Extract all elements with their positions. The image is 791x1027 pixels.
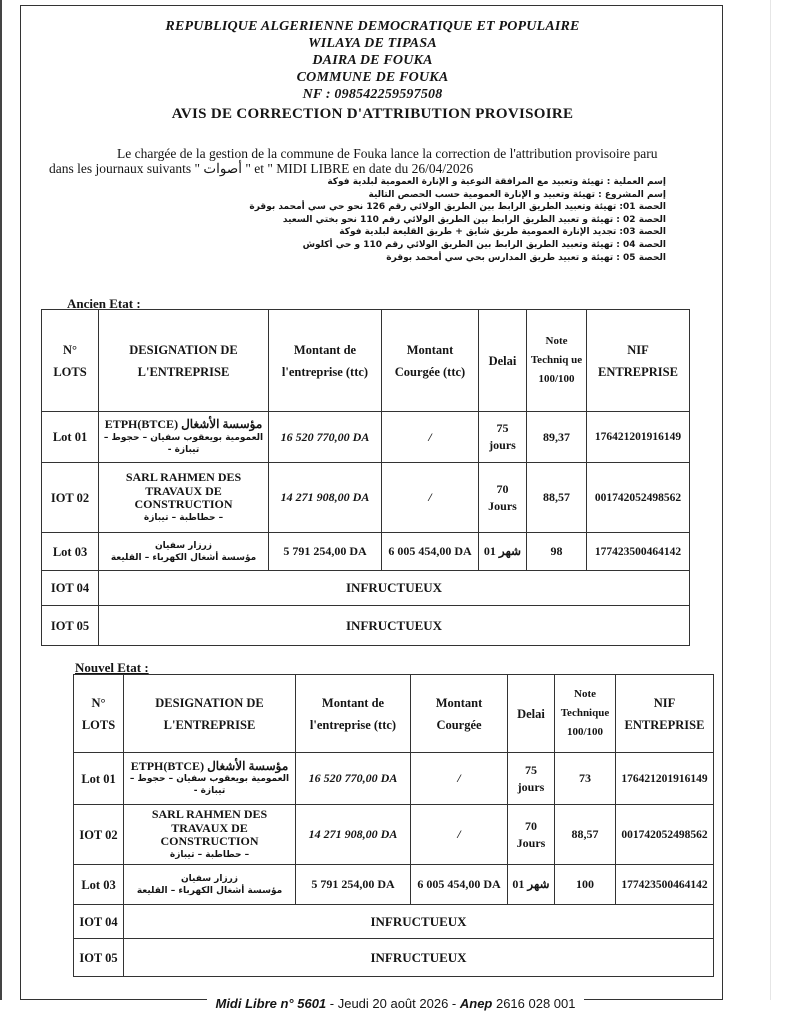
- arabic-project-description: [201, 176, 666, 264]
- lot-number: IOT 04: [74, 905, 124, 939]
- col-header-montant: Montant de l'entreprise (ttc): [296, 675, 411, 753]
- arabic-project-name: إسم المشروع : تهيئة وتعبيد و الإنارة العمومية حسب الحصص التالية: [368, 189, 666, 200]
- montant-value: 14 271 908,00 DA: [269, 463, 382, 533]
- table-row-infructueux: [42, 606, 690, 646]
- col-header-designation: DESIGNATION DE L'ENTREPRISE: [99, 310, 269, 412]
- enterprise-name: ETPH(BTCE) مؤسسة الأشغال: [104, 417, 263, 432]
- enterprise-designation: [99, 412, 269, 463]
- note-value: 88,57: [555, 805, 616, 865]
- delai-value: 01 شهر: [508, 865, 555, 905]
- nif-value: 001742052498562: [587, 463, 690, 533]
- note-value: 89,37: [527, 412, 587, 463]
- enterprise-address: العمومية بويعقوب سفيان – حجوط – تيبازة -: [103, 432, 264, 455]
- delai-value: 70 Jours: [508, 805, 555, 865]
- enterprise-address: – حطاطبة – تيبازة: [169, 849, 250, 860]
- delai-value: 01 شهر: [479, 533, 527, 571]
- enterprise-address: – حطاطبة – تيبازة: [143, 512, 224, 523]
- enterprise-address: مؤسسة أشغال الكهرباء – القليعة: [110, 552, 257, 563]
- nif-value: 177423500464142: [616, 865, 714, 905]
- infructueux-label: INFRUCTUEUX: [99, 571, 690, 606]
- lot-number: Lot 03: [42, 533, 99, 571]
- enterprise-address: العمومية بويعقوب سفيان – حجوط – تيبازة -: [129, 774, 290, 797]
- table-row-infructueux: [74, 939, 714, 977]
- corrige-value: /: [382, 463, 479, 533]
- col-header-lots: N° LOTS: [42, 310, 99, 412]
- col-header-designation: DESIGNATION DE L'ENTREPRISE: [124, 675, 296, 753]
- col-header-nif: NIF ENTREPRISE: [587, 310, 690, 412]
- lot-number: IOT 02: [42, 463, 99, 533]
- infructueux-label: INFRUCTUEUX: [124, 905, 714, 939]
- corrige-value: /: [382, 412, 479, 463]
- enterprise-designation: [99, 533, 269, 571]
- header-commune: COMMUNE DE FOUKA: [296, 70, 449, 85]
- lot-number: IOT 05: [74, 939, 124, 977]
- montant-value: 16 520 770,00 DA: [296, 753, 411, 805]
- enterprise-designation: [124, 865, 296, 905]
- footer-date: - Jeudi 20 août 2026 -: [326, 996, 460, 1011]
- col-header-nif: NIF ENTREPRISE: [616, 675, 714, 753]
- lot-number: IOT 04: [42, 571, 99, 606]
- col-header-note: Note Techniq ue 100/100: [527, 310, 587, 412]
- table-row: [42, 463, 690, 533]
- note-value: 98: [527, 533, 587, 571]
- table-row: [42, 533, 690, 571]
- col-header-montant: Montant de l'entreprise (ttc): [269, 310, 382, 412]
- montant-value: 5 791 254,00 DA: [296, 865, 411, 905]
- nif-value: 176421201916149: [616, 753, 714, 805]
- page-edge-rule: [0, 0, 2, 1000]
- infructueux-label: INFRUCTUEUX: [99, 606, 690, 646]
- lot-number: IOT 05: [42, 606, 99, 646]
- col-header-note: Note Technique 100/100: [555, 675, 616, 753]
- notice-header: [21, 18, 724, 123]
- header-wilaya: WILAYA DE TIPASA: [308, 36, 437, 51]
- table-header-row: [42, 310, 690, 412]
- notice-title: AVIS DE CORRECTION D'ATTRIBUTION PROVISOIRE: [171, 106, 574, 122]
- enterprise-designation: [124, 805, 296, 865]
- lot-number: Lot 01: [42, 412, 99, 463]
- footer-text: [207, 996, 583, 1011]
- corrige-value: /: [411, 753, 508, 805]
- arabic-lot-2: الحصة 02 : تهيئة و تعبيد الطريق الرابط بين الطريق الولائي رقم 110 نحو بختي السعيد: [282, 214, 666, 225]
- notice-frame: [20, 5, 723, 1000]
- header-republic: REPUBLIQUE ALGERIENNE DEMOCRATIQUE ET POPULAIRE: [165, 19, 580, 34]
- nouvel-etat-label: Nouvel Etat :: [75, 660, 149, 675]
- ancien-etat-label: Ancien Etat :: [67, 296, 141, 311]
- table-row: [74, 805, 714, 865]
- arabic-lot-1: الحصة 01: تهيئة وتعبيد الطريق الرابط بين الطريق الولائي رقم 126 نحو حي سي أمحمد بوقرة: [249, 202, 666, 213]
- scan-artifact-line: [770, 0, 771, 1000]
- note-value: 88,57: [527, 463, 587, 533]
- table-row: [42, 412, 690, 463]
- lot-number: IOT 02: [74, 805, 124, 865]
- nif-value: 177423500464142: [587, 533, 690, 571]
- ancien-etat-table: [41, 309, 690, 646]
- corrige-value: 6 005 454,00 DA: [382, 533, 479, 571]
- newspaper-footer: [0, 996, 791, 1011]
- header-nf: NF : 098542259597508: [302, 87, 443, 102]
- arabic-lot-4: الحصة 04 : تهيئة وتعبيد الطريق الرابط بين الطريق الولائي رقم 110 و حي أكلوش: [302, 239, 666, 250]
- delai-value: 70 Jours: [479, 463, 527, 533]
- delai-value: 75 jours: [508, 753, 555, 805]
- intro-line-1: Le chargée de la gestion de la commune de Fouka lance la correction de l'attribution provisoire paru: [117, 146, 658, 161]
- intro-line-2: dans les journaux suivants " أصوات " et " MIDI LIBRE en date du 26/04/2026: [49, 161, 474, 176]
- table-row-infructueux: [42, 571, 690, 606]
- arabic-lot-3: الحصة 03: تجديد الإنارة العمومية طريق شايق + طريق القليعة لبلدية فوكة: [339, 227, 666, 238]
- enterprise-address: مؤسسة أشغال الكهرباء – القليعة: [136, 885, 283, 896]
- arabic-lot-5: الحصة 05 : تهيئة و تعبيد طريق المدارس بحي سي أمحمد بوقرة: [386, 252, 666, 263]
- nif-value: 176421201916149: [587, 412, 690, 463]
- col-header-delai: Delai: [508, 675, 555, 753]
- col-header-corrige: Montant Courgée: [411, 675, 508, 753]
- corrige-value: /: [411, 805, 508, 865]
- corrige-value: 6 005 454,00 DA: [411, 865, 508, 905]
- lot-number: Lot 03: [74, 865, 124, 905]
- table-row: [74, 753, 714, 805]
- nouvel-etat-table: [73, 674, 714, 977]
- col-header-delai: Delai: [479, 310, 527, 412]
- table-row-infructueux: [74, 905, 714, 939]
- footer-anep-number: 2616 028 001: [492, 996, 576, 1011]
- enterprise-name: زرزار سفيان: [154, 540, 212, 551]
- enterprise-designation: [124, 753, 296, 805]
- col-header-corrige: Montant Courgée (ttc): [382, 310, 479, 412]
- lot-number: Lot 01: [74, 753, 124, 805]
- footer-publication: Midi Libre n° 5601: [215, 996, 327, 1011]
- montant-value: 16 520 770,00 DA: [269, 412, 382, 463]
- col-header-lots: N° LOTS: [74, 675, 124, 753]
- header-daira: DAIRA DE FOUKA: [312, 53, 433, 68]
- note-value: 100: [555, 865, 616, 905]
- nif-value: 001742052498562: [616, 805, 714, 865]
- footer-anep-label: Anep: [459, 996, 493, 1011]
- arabic-operation-name: إسم العملية : تهيئة وتعبيد مع المرافقة النوعية و الإنارة العمومية لبلدية فوكة: [327, 177, 666, 187]
- table-header-row: [74, 675, 714, 753]
- enterprise-name: ETPH(BTCE) مؤسسة الأشغال: [130, 758, 289, 773]
- enterprise-name: زرزار سفيان: [180, 873, 238, 884]
- intro-paragraph: [49, 146, 669, 176]
- note-value: 73: [555, 753, 616, 805]
- montant-value: 14 271 908,00 DA: [296, 805, 411, 865]
- enterprise-name: SARL RAHMEN DES TRAVAUX DE CONSTRUCTION: [125, 470, 242, 512]
- infructueux-label: INFRUCTUEUX: [124, 939, 714, 977]
- delai-value: 75 jours: [479, 412, 527, 463]
- enterprise-name: SARL RAHMEN DES TRAVAUX DE CONSTRUCTION: [151, 807, 268, 849]
- montant-value: 5 791 254,00 DA: [269, 533, 382, 571]
- enterprise-designation: [99, 463, 269, 533]
- table-row: [74, 865, 714, 905]
